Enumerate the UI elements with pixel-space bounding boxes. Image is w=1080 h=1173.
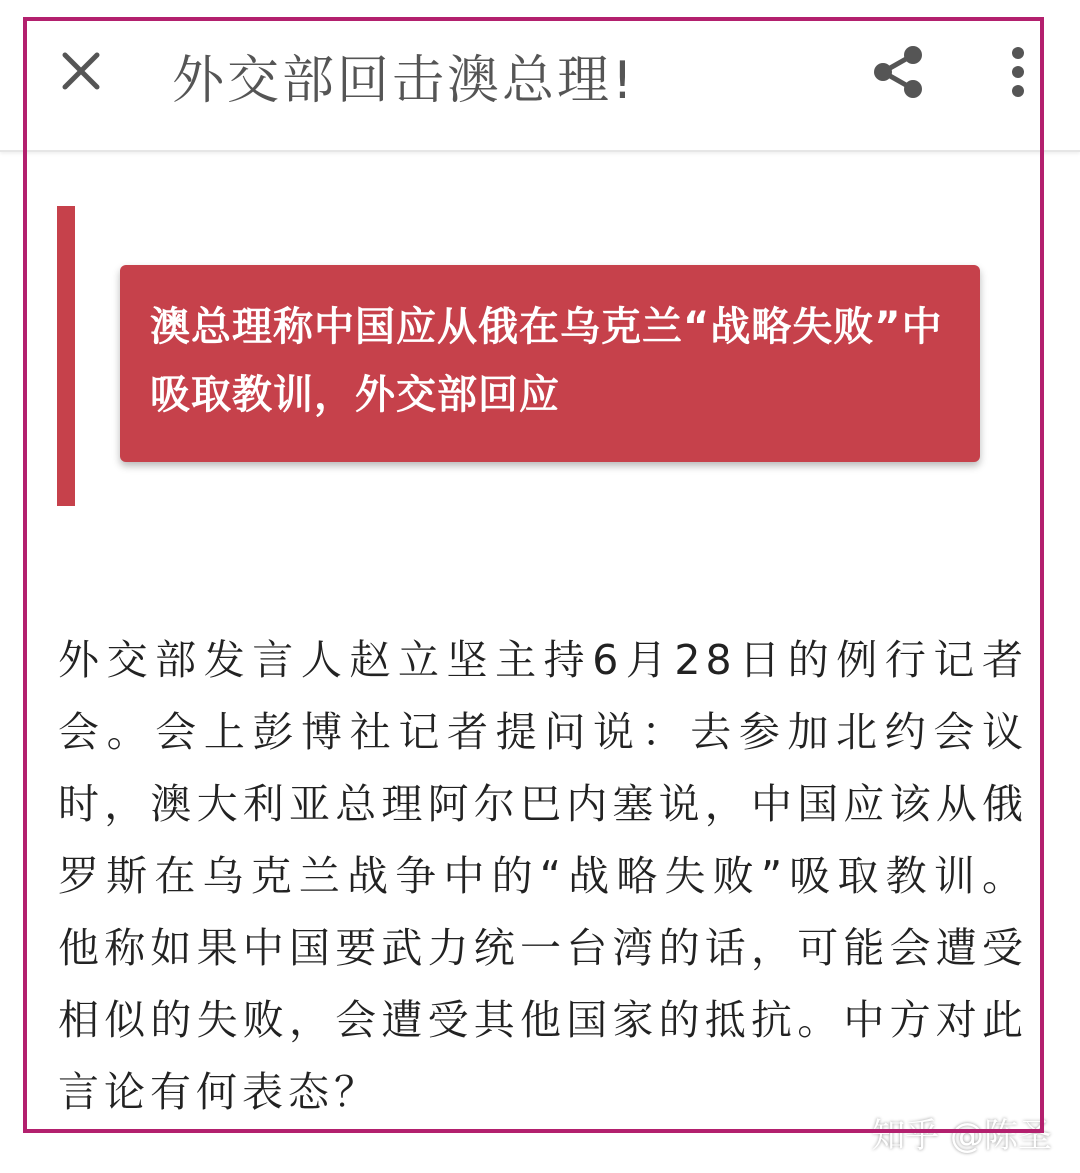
watermark: 知乎 @陈圣 bbox=[871, 1116, 1052, 1156]
headline-text: 澳总理称中国应从俄在乌克兰“战略失败”中吸取教训，外交部回应 bbox=[150, 304, 943, 418]
page-title: 外交部回击澳总理! bbox=[172, 51, 636, 111]
article-paragraph: 外交部发言人赵立坚主持6月28日的例行记者会。会上彭博社记者提问说：去参加北约会议时，澳大利亚总理阿尔巴内塞说，中国应该从俄罗斯在乌克兰战争中的“战略失败”吸取教训。他称如果中国要武力统一台湾的话，可能会遭受相似的失败，会遭受其他国家的抵抗。中方对此言论有何表态？ bbox=[58, 636, 1028, 1116]
highlight-frame bbox=[23, 17, 1044, 1133]
